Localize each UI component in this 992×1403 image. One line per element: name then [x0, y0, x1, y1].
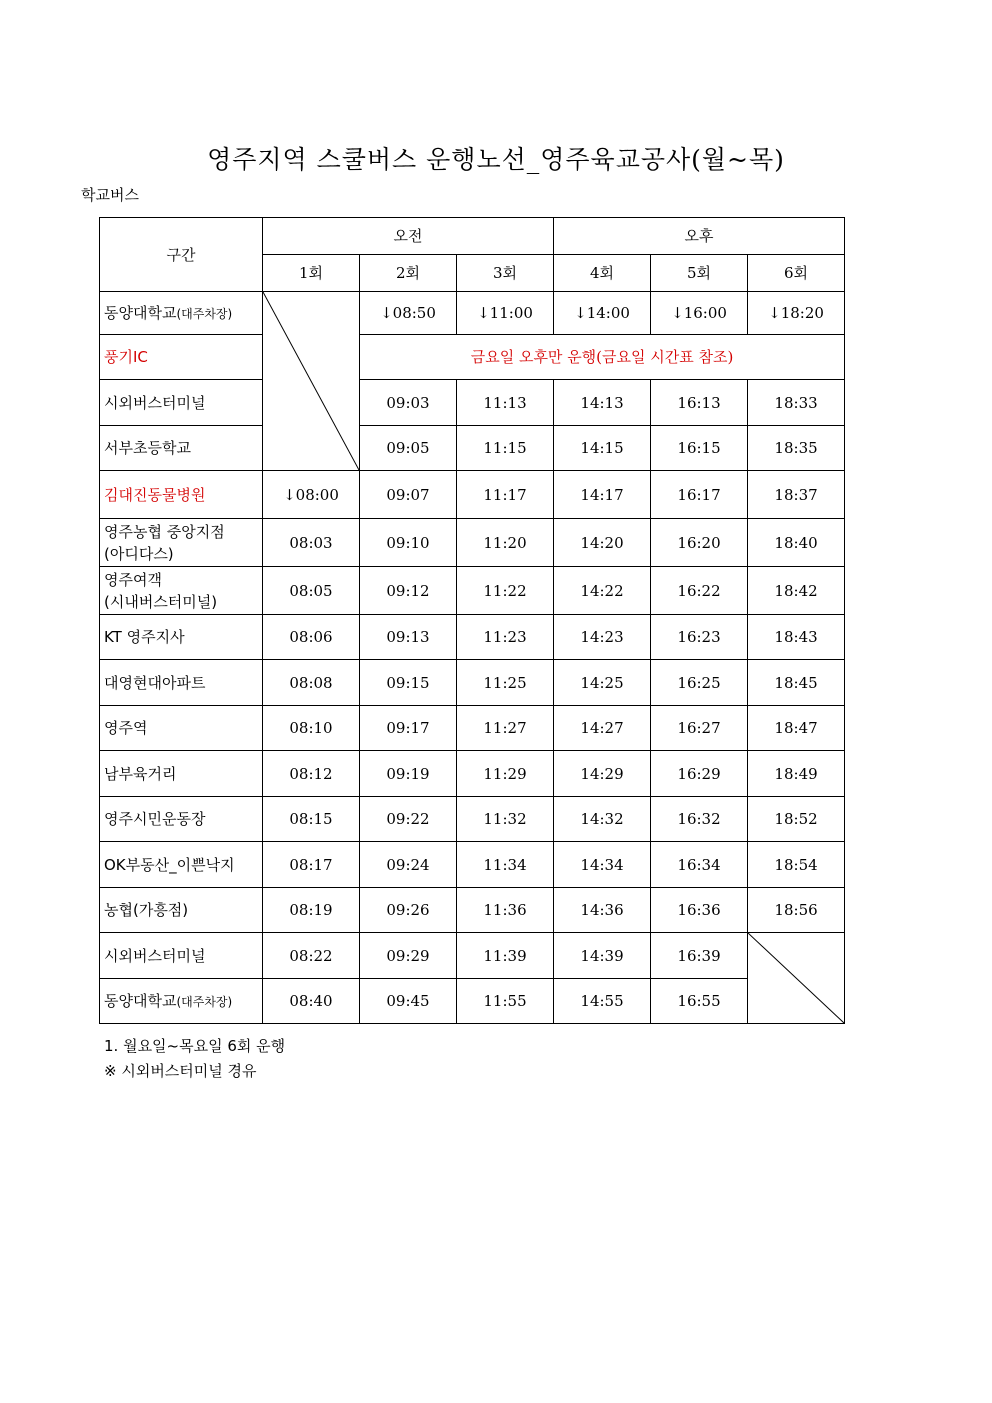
table-row: [100, 979, 845, 1024]
time-cell: 11:36: [457, 888, 554, 933]
time-cell: 11:13: [457, 380, 554, 426]
time-cell: 18:43: [748, 615, 845, 660]
stop-name: 영주시민운동장: [100, 797, 263, 842]
page-title: 영주지역 스쿨버스 운행노선_영주육교공사(월~목): [207, 145, 785, 174]
time-cell: 11:20: [457, 519, 554, 567]
time-cell: ↓08:00: [263, 471, 360, 519]
time-cell: 18:40: [748, 519, 845, 567]
run-header: 5회: [651, 255, 748, 292]
stop-name: 김대진동물병원: [100, 471, 263, 519]
note-line: ※ 시외버스터미널 경유: [104, 1062, 257, 1080]
time-cell: 09:07: [360, 471, 457, 519]
table-row: [100, 797, 845, 842]
time-cell: 09:22: [360, 797, 457, 842]
stop-name: 시외버스터미널: [100, 933, 263, 979]
time-cell: 14:25: [554, 660, 651, 706]
time-cell: 11:25: [457, 660, 554, 706]
time-cell: 14:55: [554, 979, 651, 1024]
table-row: [100, 380, 845, 426]
time-cell: ↓08:50: [360, 292, 457, 335]
stop-name: KT 영주지사: [100, 615, 263, 660]
time-cell: 08:06: [263, 615, 360, 660]
stop-name: 시외버스터미널: [100, 380, 263, 426]
time-cell: 16:25: [651, 660, 748, 706]
time-cell: 08:10: [263, 706, 360, 751]
time-cell: 18:42: [748, 567, 845, 615]
time-cell: 09:03: [360, 380, 457, 426]
time-cell: 09:19: [360, 751, 457, 797]
time-cell: 09:17: [360, 706, 457, 751]
stop-name: 대영현대아파트: [100, 660, 263, 706]
time-cell: 16:39: [651, 933, 748, 979]
table-row: [100, 706, 845, 751]
time-cell: 16:32: [651, 797, 748, 842]
time-cell: 18:49: [748, 751, 845, 797]
time-cell: 18:52: [748, 797, 845, 842]
stop-name: 농협(가흥점): [100, 888, 263, 933]
time-cell: 14:27: [554, 706, 651, 751]
time-cell: 16:23: [651, 615, 748, 660]
time-cell: 09:26: [360, 888, 457, 933]
table-row: [100, 471, 845, 519]
time-cell: 11:27: [457, 706, 554, 751]
time-cell: 11:17: [457, 471, 554, 519]
time-cell: 11:23: [457, 615, 554, 660]
time-cell: 14:34: [554, 842, 651, 888]
time-cell: 09:45: [360, 979, 457, 1024]
notes: [104, 1034, 285, 1084]
note-line: 1. 월요일~목요일 6회 운행: [104, 1037, 286, 1055]
run-header: 2회: [360, 255, 457, 292]
time-cell: 14:23: [554, 615, 651, 660]
time-cell: 11:15: [457, 426, 554, 471]
time-cell: 16:55: [651, 979, 748, 1024]
time-cell: ↓14:00: [554, 292, 651, 335]
stop-name: 영주농협 중앙지점 (아디다스): [100, 519, 263, 567]
time-cell: 09:15: [360, 660, 457, 706]
time-cell: 18:47: [748, 706, 845, 751]
time-cell: 18:35: [748, 426, 845, 471]
time-cell: 14:20: [554, 519, 651, 567]
section-header: 구간: [100, 218, 263, 292]
stop-name: 영주역: [100, 706, 263, 751]
time-cell: 09:13: [360, 615, 457, 660]
time-cell: 16:27: [651, 706, 748, 751]
table-row: [100, 335, 845, 380]
time-cell: 08:15: [263, 797, 360, 842]
time-cell: 09:29: [360, 933, 457, 979]
time-cell: 18:54: [748, 842, 845, 888]
time-cell: 11:29: [457, 751, 554, 797]
time-cell: 08:08: [263, 660, 360, 706]
table-row: [100, 751, 845, 797]
time-cell: 11:22: [457, 567, 554, 615]
time-cell: 14:15: [554, 426, 651, 471]
time-cell: 08:12: [263, 751, 360, 797]
time-cell: 09:05: [360, 426, 457, 471]
time-cell: 11:32: [457, 797, 554, 842]
time-cell: 16:13: [651, 380, 748, 426]
stop-name: 동양대학교(대주차장): [100, 979, 263, 1024]
stop-name: 풍기IC: [100, 335, 263, 380]
time-cell: 14:29: [554, 751, 651, 797]
time-cell: 08:05: [263, 567, 360, 615]
time-cell: 16:34: [651, 842, 748, 888]
time-cell: 14:13: [554, 380, 651, 426]
time-cell: 16:17: [651, 471, 748, 519]
time-cell: 16:22: [651, 567, 748, 615]
time-cell: 14:39: [554, 933, 651, 979]
stop-name: 동양대학교(대주차장): [100, 292, 263, 335]
time-cell: 08:19: [263, 888, 360, 933]
table-row: [100, 567, 845, 615]
time-cell: 08:22: [263, 933, 360, 979]
friday-notice: 금요일 오후만 운행(금요일 시간표 참조): [360, 335, 845, 380]
no-service-cell: [748, 933, 845, 1024]
no-service-cell: [263, 292, 360, 471]
time-cell: ↓16:00: [651, 292, 748, 335]
time-cell: 09:24: [360, 842, 457, 888]
run-header: 6회: [748, 255, 845, 292]
stop-name: 남부육거리: [100, 751, 263, 797]
section-subtitle: 학교버스: [81, 186, 139, 204]
time-cell: 14:36: [554, 888, 651, 933]
run-header: 3회: [457, 255, 554, 292]
time-cell: 11:39: [457, 933, 554, 979]
time-cell: ↓18:20: [748, 292, 845, 335]
time-cell: 18:56: [748, 888, 845, 933]
table-row: [100, 519, 845, 567]
table-row: [100, 842, 845, 888]
am-header: 오전: [263, 218, 554, 255]
time-cell: 11:55: [457, 979, 554, 1024]
table-row: [100, 933, 845, 979]
time-cell: 18:37: [748, 471, 845, 519]
time-cell: 08:03: [263, 519, 360, 567]
stop-name: 서부초등학교: [100, 426, 263, 471]
table-row: [100, 426, 845, 471]
time-cell: 09:10: [360, 519, 457, 567]
time-cell: 14:32: [554, 797, 651, 842]
time-cell: 08:17: [263, 842, 360, 888]
time-cell: 08:40: [263, 979, 360, 1024]
bus-schedule-table: [99, 217, 845, 1024]
time-cell: 16:20: [651, 519, 748, 567]
time-cell: 09:12: [360, 567, 457, 615]
table-row: [100, 292, 845, 335]
run-header: 1회: [263, 255, 360, 292]
table-row: [100, 615, 845, 660]
run-header: 4회: [554, 255, 651, 292]
stop-name: 영주여객 (시내버스터미널): [100, 567, 263, 615]
stop-name: OK부동산_이쁜낙지: [100, 842, 263, 888]
time-cell: 18:33: [748, 380, 845, 426]
time-cell: 16:29: [651, 751, 748, 797]
time-cell: 14:17: [554, 471, 651, 519]
time-cell: 11:34: [457, 842, 554, 888]
time-cell: 16:15: [651, 426, 748, 471]
time-cell: 14:22: [554, 567, 651, 615]
time-cell: 18:45: [748, 660, 845, 706]
pm-header: 오후: [554, 218, 845, 255]
time-cell: ↓11:00: [457, 292, 554, 335]
table-row: [100, 660, 845, 706]
time-cell: 16:36: [651, 888, 748, 933]
table-row: [100, 888, 845, 933]
